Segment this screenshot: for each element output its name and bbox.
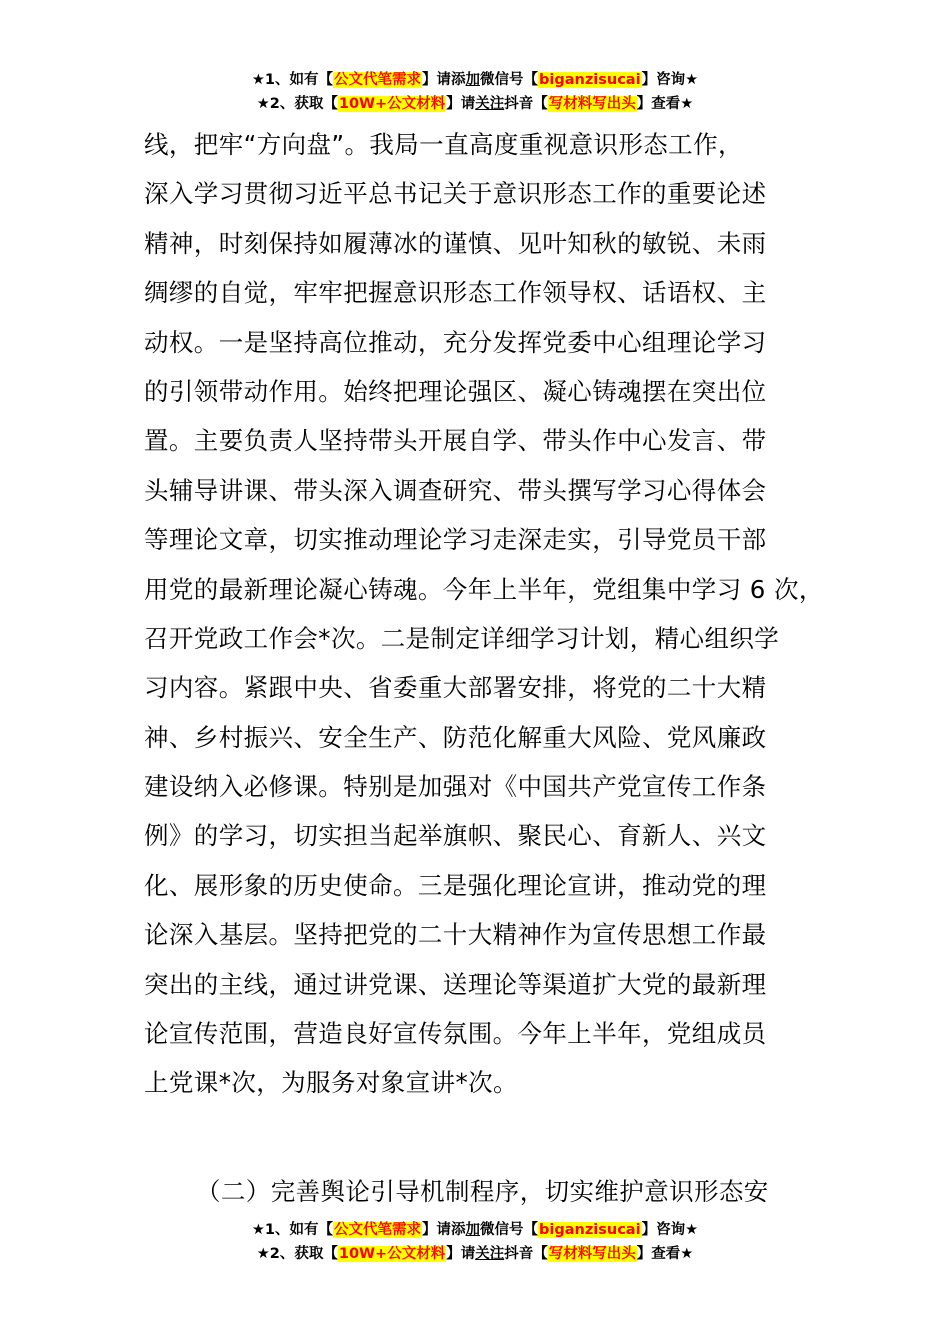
banner-highlight: 公文代笔需求: [334, 1222, 422, 1238]
banner-highlight: 写材料写出头: [548, 1246, 636, 1262]
banner-text: ★2、获取【: [256, 96, 338, 112]
body-line: 建设纳入必修课。特别是加强对《中国共产党宣传工作条: [144, 772, 767, 802]
body-line: 置。主要负责人坚持带头开展自学、带头作中心发言、带: [144, 426, 767, 456]
banner-text: 微信号【: [480, 1222, 539, 1238]
body-line: 化、展形象的历史使命。三是强化理论宣讲，推动党的理: [144, 870, 767, 900]
banner-highlight: biganzisucai: [539, 1222, 641, 1238]
banner-text: 微信号【: [480, 72, 539, 88]
banner-line-1: [0, 1218, 950, 1242]
bottom-banner: [0, 1218, 950, 1266]
banner-line-2: [0, 92, 950, 116]
body-line: 动权。一是坚持高位推动，充分发挥党委中心组理论学习: [144, 327, 767, 357]
body-line: 突出的主线，通过讲党课、送理论等渠道扩大党的最新理: [144, 969, 767, 999]
body-line: 头辅导讲课、带头深入调查研究、带头撰写学习心得体会: [144, 475, 767, 505]
banner-text: 加: [465, 1222, 481, 1238]
body-line: 的引领带动作用。始终把理论强区、凝心铸魂摆在突出位: [144, 376, 767, 406]
banner-text: 】咨询★: [641, 1222, 699, 1238]
banner-highlight: 写材料写出头: [548, 96, 636, 112]
banner-text: 抖音【: [504, 1246, 548, 1262]
banner-text: 】查看★: [636, 96, 694, 112]
banner-text: ★2、获取【: [256, 1246, 338, 1262]
body-line: 线，把牢“方向盘”。我局一直高度重视意识形态工作，: [144, 130, 743, 159]
body-line: 习内容。紧跟中央、省委重大部署安排，将党的二十大精: [144, 673, 767, 703]
body-line: 用党的最新理论凝心铸魂。今年上半年，党组集中学习 6 次，: [144, 574, 824, 604]
banner-text: 】请添: [422, 1222, 466, 1238]
body-line: 论宣传范围，营造良好宣传氛围。今年上半年，党组成员: [144, 1019, 767, 1049]
body-paragraph: [144, 120, 844, 1108]
section-heading: （二）完善舆论引导机制程序，切实维护意识形态安: [196, 1177, 769, 1206]
banner-highlight: biganzisucai: [539, 72, 641, 88]
banner-text: 】请: [446, 1246, 476, 1262]
banner-text: 抖音【: [504, 96, 548, 112]
banner-text: 】查看★: [636, 1246, 694, 1262]
body-line: 等理论文章，切实推动理论学习走深走实，引导党员干部: [144, 525, 767, 555]
banner-text: 加: [465, 72, 481, 88]
body-line: 精神，时刻保持如履薄冰的谨慎、见叶知秋的敏锐、未雨: [144, 228, 767, 258]
banner-highlight: 10W+公文材料: [338, 96, 446, 112]
banner-text: 】咨询★: [641, 72, 699, 88]
banner-text: ★1、如有【: [251, 1222, 334, 1238]
top-banner: [0, 68, 950, 116]
banner-highlight: 公文代笔需求: [334, 72, 422, 88]
banner-text: 关注: [475, 96, 505, 112]
banner-highlight: 10W+公文材料: [338, 1246, 446, 1262]
body-line: 神、乡村振兴、安全生产、防范化解重大风险、党风廉政: [144, 722, 767, 752]
banner-text: 】请添: [422, 72, 466, 88]
banner-text: ★1、如有【: [251, 72, 334, 88]
banner-line-2: [0, 1242, 950, 1266]
body-line: 召开党政工作会*次。二是制定详细学习计划，精心组织学: [144, 623, 780, 653]
banner-text: 关注: [475, 1246, 505, 1262]
banner-line-1: [0, 68, 950, 92]
body-line: 深入学习贯彻习近平总书记关于意识形态工作的重要论述: [144, 179, 767, 209]
body-line: 例》的学习，切实担当起举旗帜、聚民心、育新人、兴文: [144, 821, 767, 851]
banner-text: 】请: [446, 96, 476, 112]
body-line: 绸缪的自觉，牢牢把握意识形态工作领导权、话语权、主: [144, 278, 767, 308]
body-line: 上党课*次，为服务对象宣讲*次。: [144, 1068, 518, 1098]
body-line: 论深入基层。坚持把党的二十大精神作为宣传思想工作最: [144, 920, 767, 950]
